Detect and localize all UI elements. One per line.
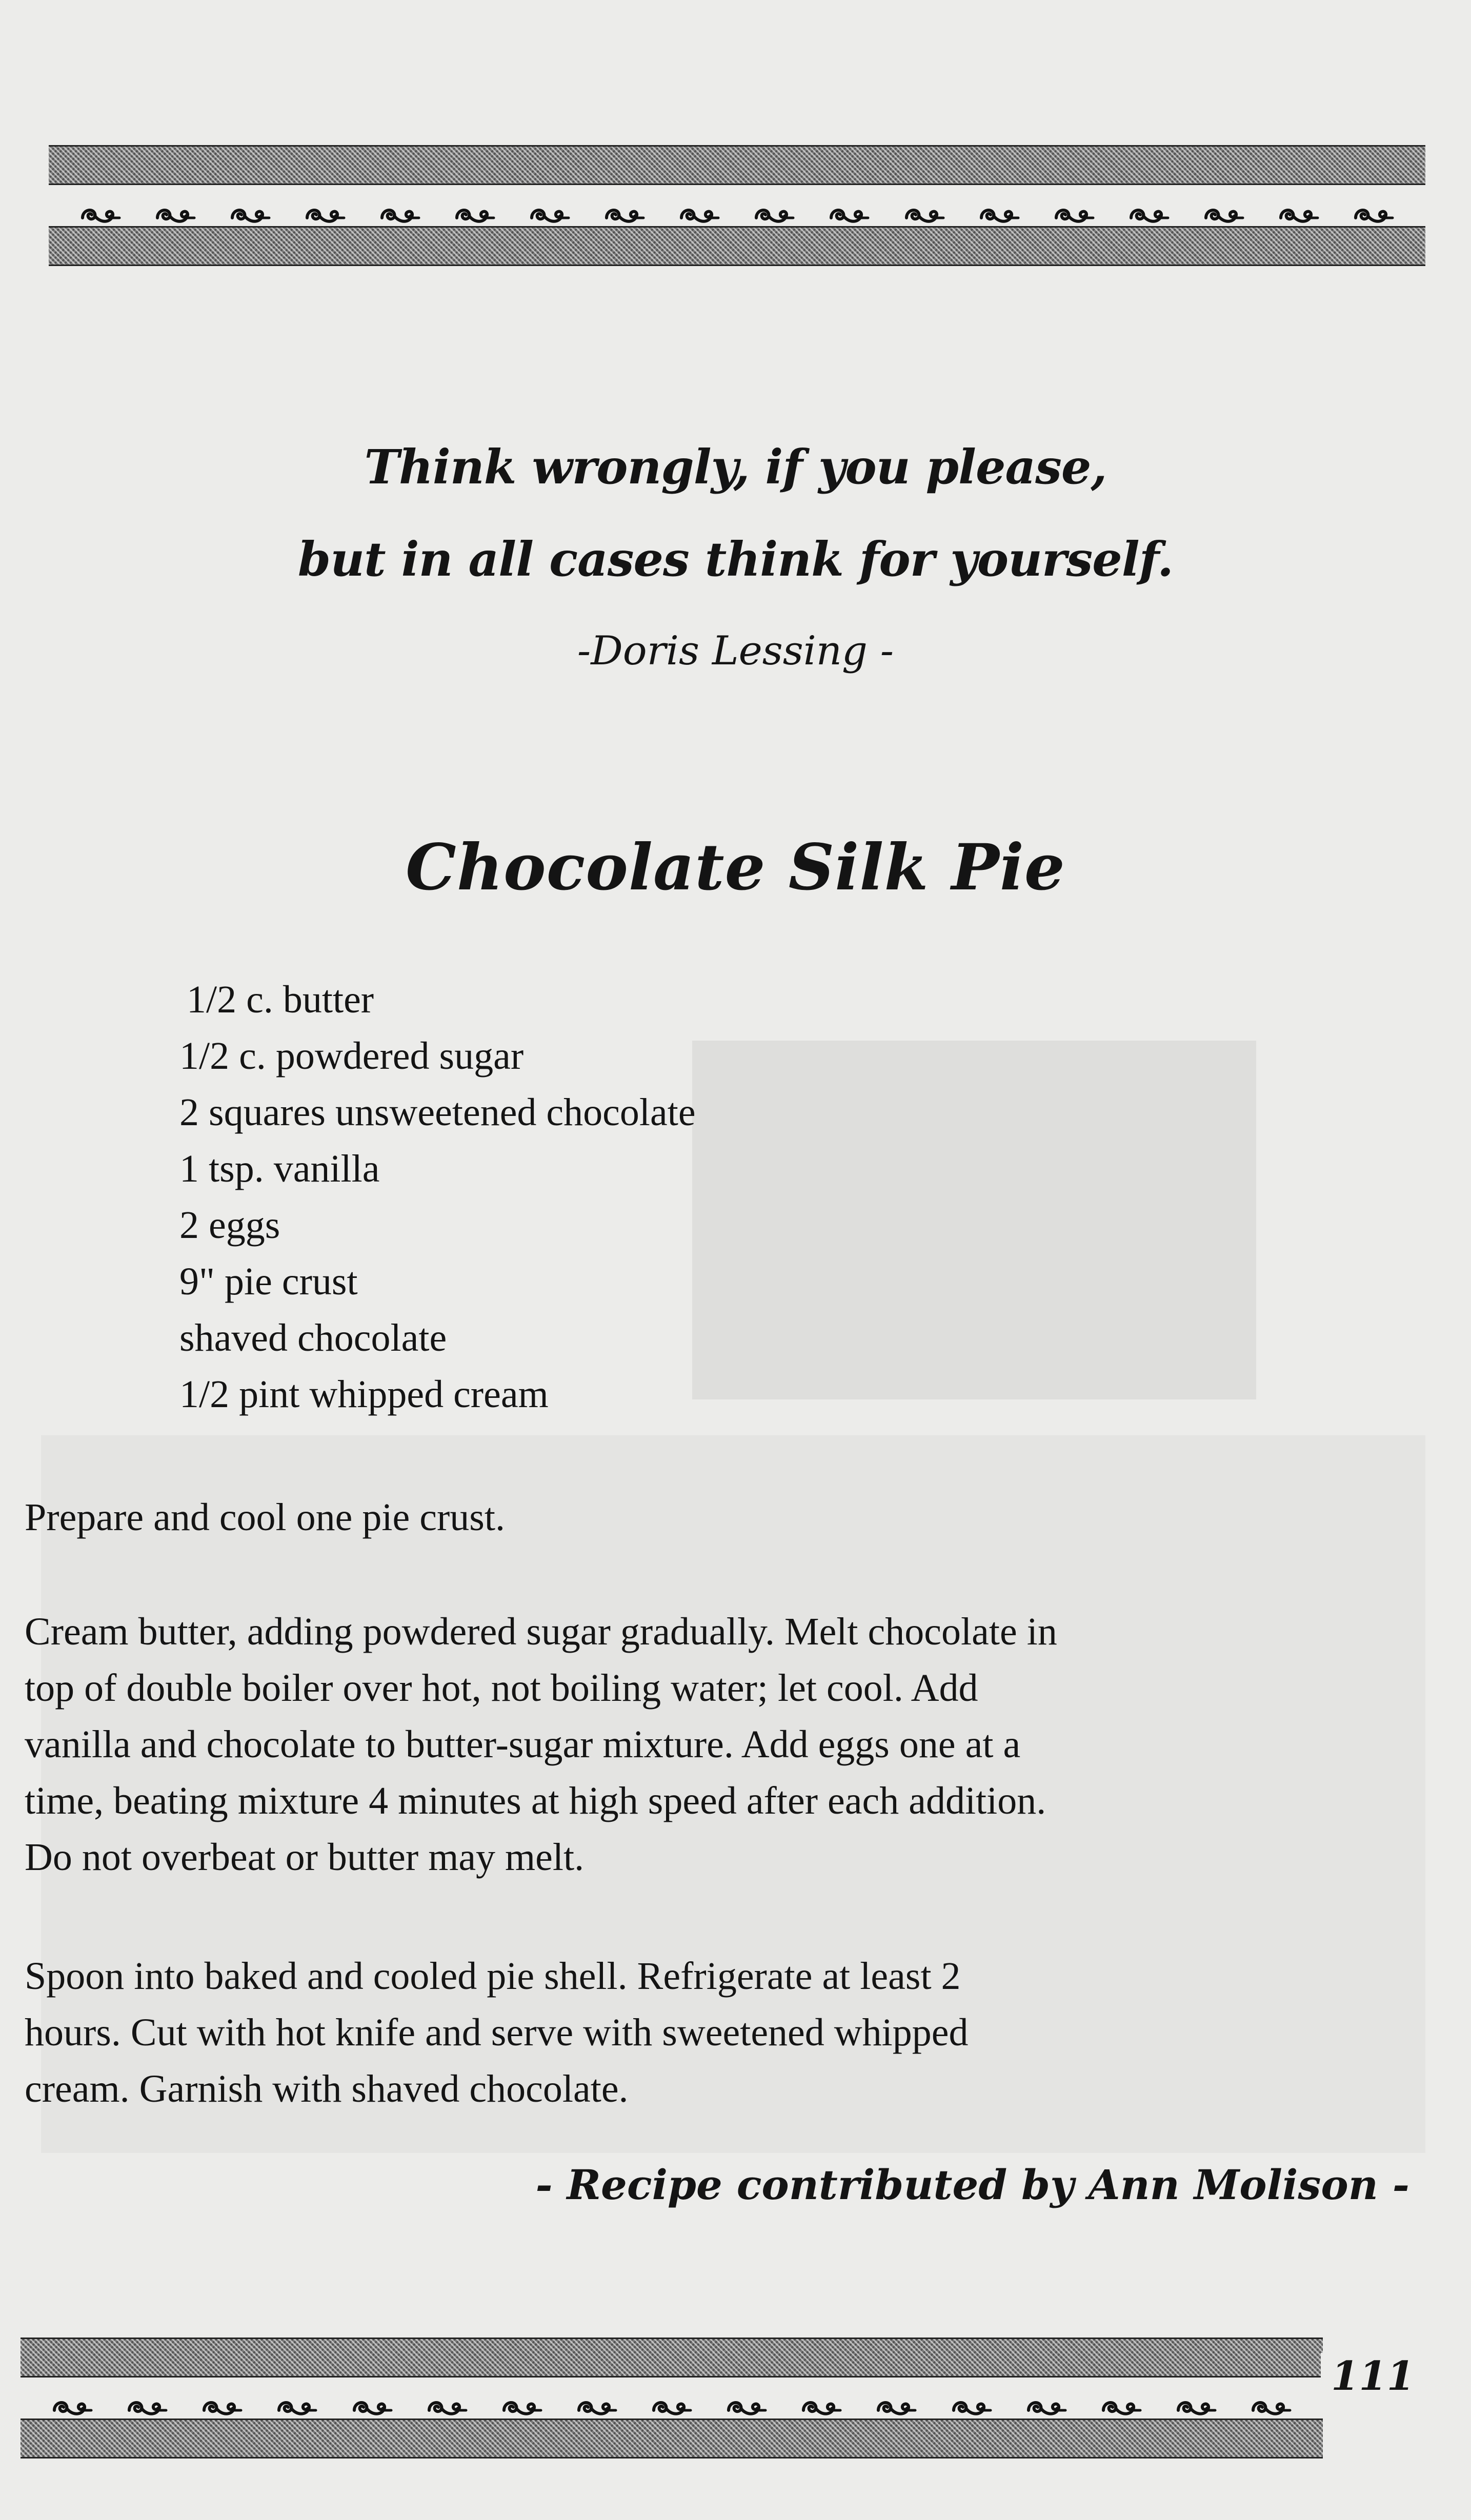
ingredient-item: 1 tsp. vanilla <box>179 1147 380 1190</box>
scroll-flourish-icon <box>379 202 421 229</box>
scroll-flourish-icon <box>1175 2395 1217 2422</box>
page-number: 111 <box>1321 2353 1415 2400</box>
bleed-through-smudge <box>692 1041 1256 1399</box>
direction-line: Spoon into baked and cooled pie shell. Refrigerate at least 2 <box>25 1955 961 1998</box>
direction-line: time, beating mixture 4 minutes at high speed after each addition. <box>25 1779 1046 1822</box>
ingredient-list <box>179 971 696 1422</box>
ingredient-item: 1/2 c. butter <box>187 978 374 1021</box>
quote-author: -Doris Lessing - <box>577 628 894 674</box>
scroll-flourish-icon <box>978 202 1020 229</box>
ingredient-item: 2 eggs <box>179 1204 280 1247</box>
scroll-flourish-icon <box>875 2395 917 2422</box>
scroll-flourish-icon <box>351 2395 393 2422</box>
scroll-flourish-icon <box>1053 202 1095 229</box>
ingredient-item: 1/2 pint whipped cream <box>179 1373 549 1416</box>
scroll-flourish-icon <box>454 202 496 229</box>
ingredient-item: 2 squares unsweetened chocolate <box>179 1091 696 1134</box>
bottom-border <box>21 2338 1323 2458</box>
scroll-flourish-icon <box>304 202 346 229</box>
scroll-flourish-icon <box>276 2395 318 2422</box>
scroll-flourish-icon <box>79 202 122 229</box>
scroll-flourish-icon <box>426 2395 468 2422</box>
scroll-flourish-icon <box>501 2395 543 2422</box>
direction-line: cream. Garnish with shaved chocolate. <box>25 2067 629 2110</box>
scroll-flourish-icon <box>1203 202 1245 229</box>
scroll-flourish-icon <box>1353 202 1395 229</box>
recipe-title: Chocolate Silk Pie <box>406 830 1065 905</box>
scroll-flourish-icon <box>603 202 646 229</box>
top-border-band-upper <box>49 145 1425 185</box>
scroll-flourish-icon <box>726 2395 768 2422</box>
scroll-flourish-icon <box>800 2395 842 2422</box>
scroll-flourish-icon <box>903 202 945 229</box>
direction-line: hours. Cut with hot knife and serve with sweetened whipped <box>25 2011 969 2054</box>
scroll-flourish-icon <box>229 202 271 229</box>
scroll-flourish-icon <box>1128 202 1170 229</box>
ingredient-item: 9" pie crust <box>179 1260 358 1303</box>
direction-line: Cream butter, adding powdered sugar gradually. Melt chocolate in <box>25 1610 1057 1653</box>
scroll-flourish-icon <box>651 2395 693 2422</box>
direction-paragraph-2 <box>25 1603 1450 1885</box>
top-border <box>49 145 1425 266</box>
ingredient-item: shaved chocolate <box>179 1316 447 1359</box>
direction-paragraph-1 <box>25 1489 1450 1546</box>
scroll-flourish-icon <box>576 2395 618 2422</box>
direction-paragraph-3 <box>25 1948 1450 2117</box>
scroll-flourish-icon <box>951 2395 993 2422</box>
direction-line: Do not overbeat or butter may melt. <box>25 1836 585 1879</box>
scroll-flourish-icon <box>1100 2395 1142 2422</box>
scroll-flourish-icon <box>154 202 196 229</box>
scroll-flourish-icon <box>51 2395 93 2422</box>
direction-line: top of double boiler over hot, not boiling water; let cool. Add <box>25 1667 978 1710</box>
bottom-border-band-lower <box>21 2419 1323 2458</box>
scroll-flourish-icon <box>1025 2395 1067 2422</box>
scroll-flourish-icon <box>1250 2395 1292 2422</box>
direction-line: vanilla and chocolate to butter-sugar mixture. Add eggs one at a <box>25 1723 1021 1766</box>
bleed-through <box>195 492 205 539</box>
top-border-band-lower <box>49 226 1425 266</box>
bottom-border-band-upper <box>21 2338 1323 2377</box>
quote-line-1: Think wrongly, if you please, <box>364 439 1107 495</box>
direction-line: Prepare and cool one pie crust. <box>25 1496 505 1539</box>
scroll-flourish-icon <box>201 2395 243 2422</box>
ingredient-item: 1/2 c. powdered sugar <box>179 1034 524 1078</box>
recipe-credit: - Recipe contributed by Ann Molison - <box>535 2161 1409 2209</box>
scroll-flourish-icon <box>529 202 571 229</box>
scroll-flourish-icon <box>753 202 795 229</box>
quote-line-2: but in all cases think for yourself. <box>297 532 1174 587</box>
scroll-flourish-icon <box>1278 202 1320 229</box>
scroll-flourish-icon <box>126 2395 168 2422</box>
scroll-flourish-icon <box>828 202 870 229</box>
scroll-flourish-icon <box>678 202 720 229</box>
